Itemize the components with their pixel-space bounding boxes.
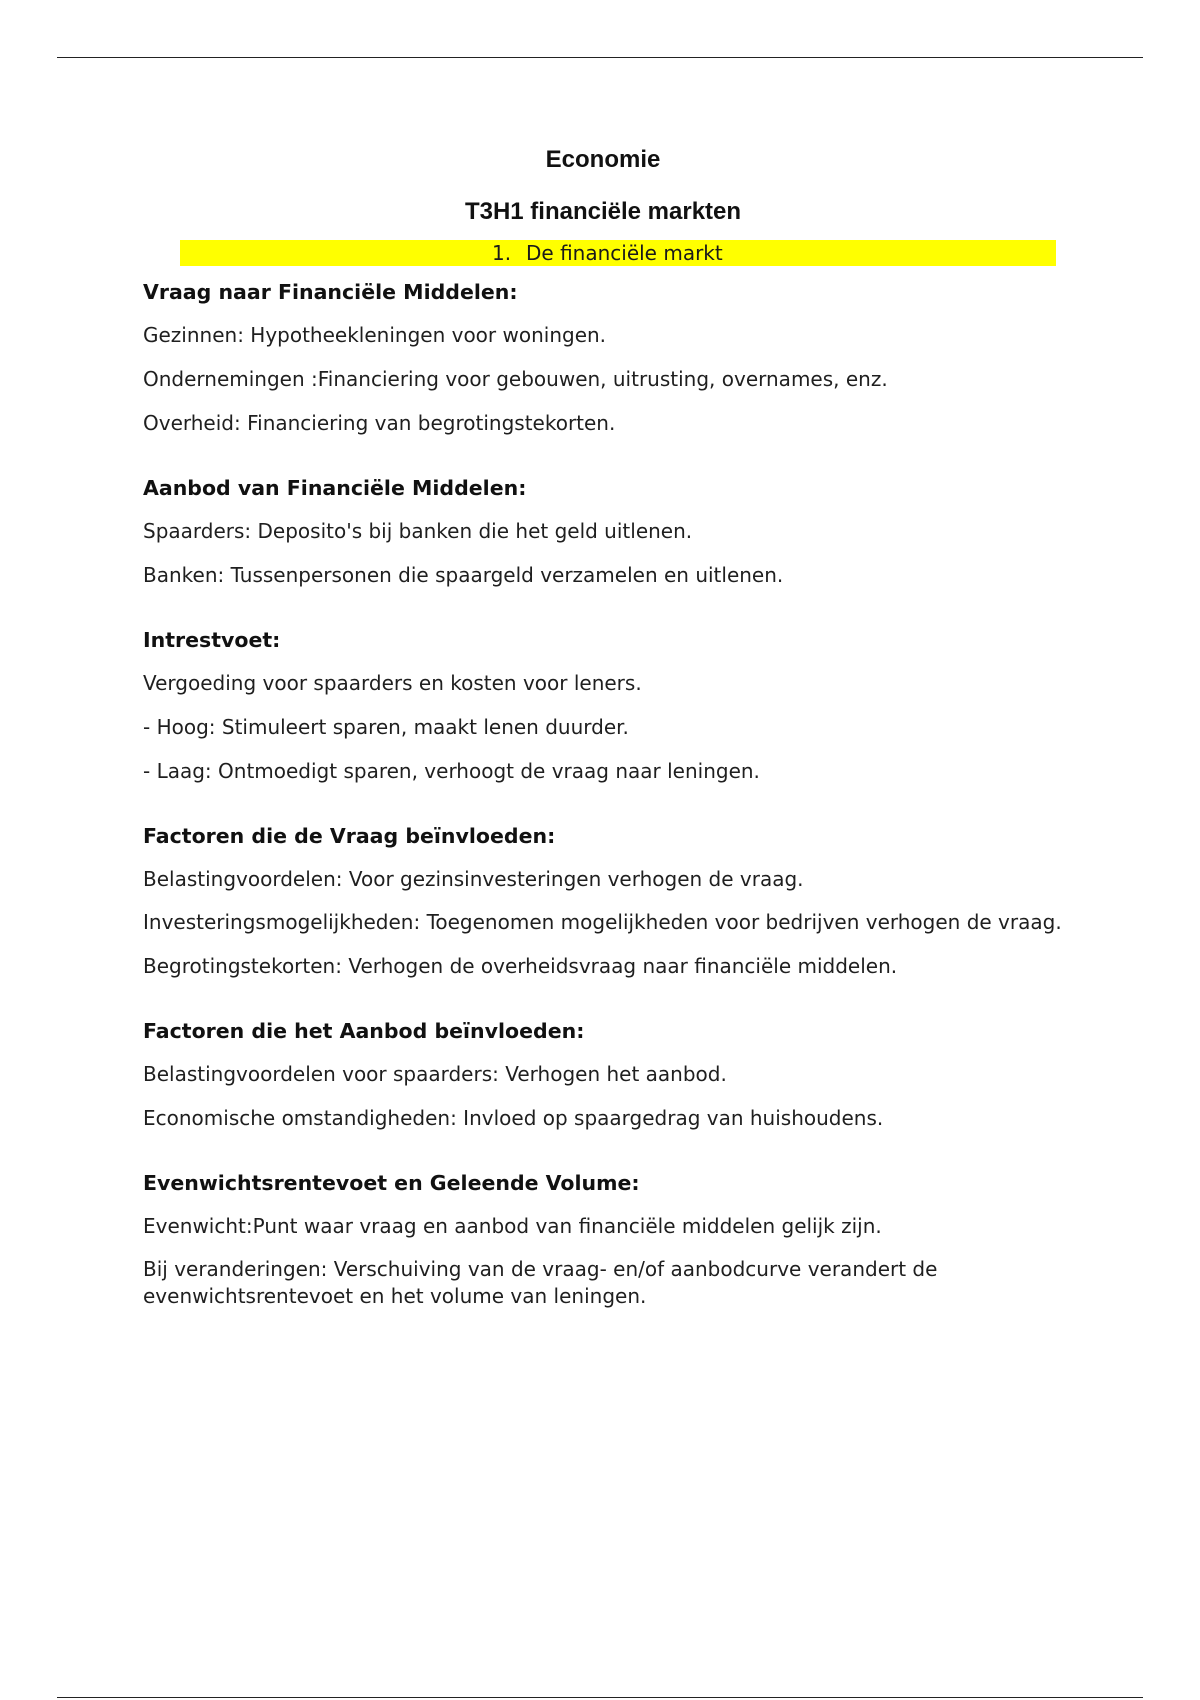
section-heading: Vraag naar Financiële Middelen: [143, 280, 518, 304]
section-heading: Intrestvoet: [143, 628, 281, 652]
section-evenwicht [143, 1169, 1063, 1310]
list-label: De financiële markt [526, 241, 723, 265]
document-page [143, 140, 1063, 1347]
list-number: 1. [492, 241, 512, 265]
bottom-rule [57, 1697, 1143, 1698]
top-rule [57, 57, 1143, 58]
document-subtitle: T3H1 financiële markten [464, 198, 742, 225]
highlighted-list-item [180, 240, 1056, 266]
section-heading: Factoren die de Vraag beïnvloeden: [143, 824, 556, 848]
paragraph: Banken: Tussenpersonen die spaargeld verzamelen en uitlenen. [143, 563, 784, 587]
section-vraag [143, 278, 1063, 437]
paragraph: Bij veranderingen: Verschuiving van de vraag- en/of aanbodcurve verandert de evenwichtsrentevoet en het volume van leningen. [143, 1257, 938, 1308]
section-heading: Evenwichtsrentevoet en Geleende Volume: [143, 1171, 640, 1195]
section-factoren-aanbod [143, 1017, 1063, 1132]
paragraph: - Hoog: Stimuleert sparen, maakt lenen duurder. [143, 715, 629, 739]
section-aanbod [143, 474, 1063, 589]
paragraph: Overheid: Financiering van begrotingstekorten. [143, 411, 616, 435]
paragraph: Evenwicht:Punt waar vraag en aanbod van financiële middelen gelijk zijn. [143, 1214, 882, 1238]
document-title: Economie [545, 146, 661, 173]
paragraph: Begrotingstekorten: Verhogen de overheidsvraag naar financiële middelen. [143, 954, 898, 978]
paragraph: Ondernemingen :Financiering voor gebouwen, uitrusting, overnames, enz. [143, 367, 888, 391]
section-heading: Factoren die het Aanbod beïnvloeden: [143, 1019, 585, 1043]
paragraph: Belastingvoordelen voor spaarders: Verhogen het aanbod. [143, 1062, 727, 1086]
paragraph: Belastingvoordelen: Voor gezinsinvesteringen verhogen de vraag. [143, 867, 804, 891]
paragraph: - Laag: Ontmoedigt sparen, verhoogt de vraag naar leningen. [143, 759, 760, 783]
paragraph: Gezinnen: Hypotheekleningen voor woningen. [143, 323, 607, 347]
paragraph: Spaarders: Deposito's bij banken die het geld uitlenen. [143, 519, 693, 543]
section-intrestvoet [143, 626, 1063, 785]
paragraph: Investeringsmogelijkheden: Toegenomen mogelijkheden voor bedrijven verhogen de vraag. [143, 910, 1062, 934]
section-heading: Aanbod van Financiële Middelen: [143, 476, 527, 500]
paragraph: Vergoeding voor spaarders en kosten voor leners. [143, 671, 642, 695]
section-factoren-vraag [143, 822, 1063, 980]
paragraph: Economische omstandigheden: Invloed op spaargedrag van huishoudens. [143, 1106, 884, 1130]
